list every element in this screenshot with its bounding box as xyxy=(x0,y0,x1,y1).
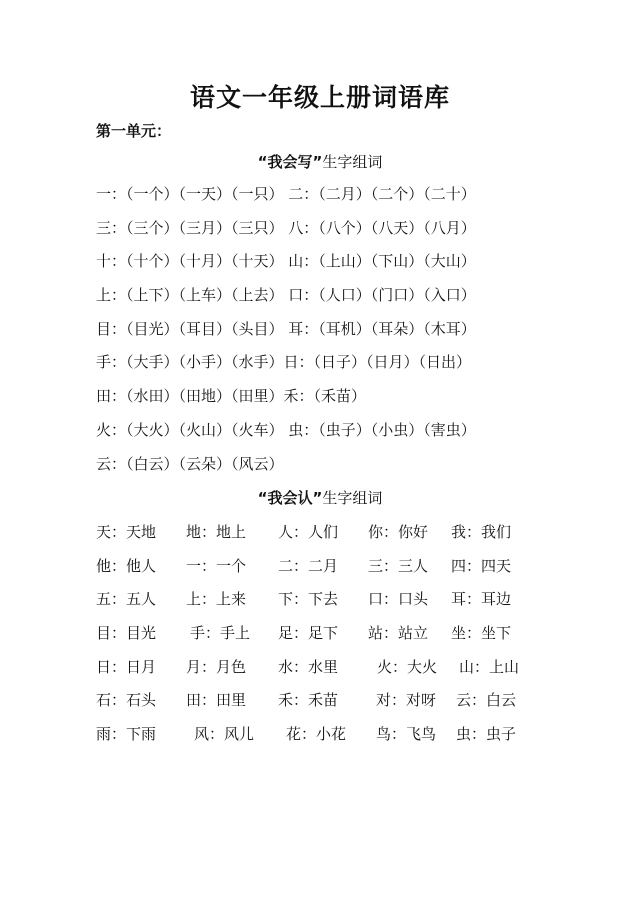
read-row xyxy=(96,554,556,588)
read-cell: 坐：坐下 xyxy=(451,624,512,643)
read-row xyxy=(96,621,556,655)
write-line: 一：（一个）（一天）（一只） 二：（二月）（二个）（二十） xyxy=(96,185,476,203)
read-cell: 月：月色 xyxy=(186,657,247,676)
read-row xyxy=(96,688,556,722)
read-cell: 石：石头 xyxy=(96,691,157,710)
read-row xyxy=(96,722,556,756)
read-cell: 人：人们 xyxy=(278,523,339,541)
read-cell: 口：口头 xyxy=(368,590,429,609)
read-cell: 目：目光 xyxy=(96,624,157,643)
unit-label: 第一单元： xyxy=(96,122,172,140)
write-line: 云：（白云）（云朵）（风云） xyxy=(96,454,284,473)
write-section-heading xyxy=(0,151,640,172)
write-line: 田：（水田）（田地）（田里）禾：（禾苗） xyxy=(96,387,367,406)
read-cell: 下：下去 xyxy=(278,590,339,609)
read-row xyxy=(96,587,556,621)
read-cell: 足：足下 xyxy=(278,624,339,643)
read-row xyxy=(96,520,556,554)
write-heading-rest: 生字组词 xyxy=(322,153,383,171)
read-cell: 风：风儿 xyxy=(194,725,255,744)
read-cell: 禾：禾苗 xyxy=(278,691,339,710)
write-line: 火：（大火）（火山）（火车） 虫：（虫子）（小虫）（害虫） xyxy=(96,420,476,439)
read-cell: 鸟：飞鸟 xyxy=(376,725,437,744)
read-cell: 水：水里 xyxy=(278,657,339,676)
read-cell: 二：二月 xyxy=(278,556,339,575)
write-line: 手：（大手）（小手）（水手）日：（日子）（日月）（日出） xyxy=(96,353,472,372)
read-cell: 山：上山 xyxy=(459,657,520,676)
write-word-list xyxy=(96,182,556,485)
read-cell: 天：天地 xyxy=(96,523,157,541)
write-line: 上：（上下）（上车）（上去） 口：（人口）（门口）（入口） xyxy=(96,286,476,305)
read-cell: 五：五人 xyxy=(96,590,157,609)
write-line: 目：（目光）（耳目）（头目） 耳：（耳机）（耳朵）（木耳） xyxy=(96,319,476,338)
read-cell: 田：田里 xyxy=(186,691,247,710)
read-section-heading xyxy=(0,487,640,508)
read-cell: 上：上来 xyxy=(186,590,247,609)
read-heading-bold: “我会认” xyxy=(257,489,323,507)
read-cell: 我：我们 xyxy=(451,523,512,541)
read-cell: 雨：下雨 xyxy=(96,725,157,744)
read-cell: 手：手上 xyxy=(190,624,251,643)
read-cell: 地：地上 xyxy=(186,523,247,541)
read-word-grid xyxy=(96,520,556,756)
read-cell: 虫：虫子 xyxy=(456,725,517,744)
write-line: 三：（三个）（三月）（三只） 八：（八个）（八天）（八月） xyxy=(96,218,476,237)
read-cell: 三：三人 xyxy=(368,556,429,575)
read-cell: 耳：耳边 xyxy=(451,590,512,609)
read-cell: 他：他人 xyxy=(96,556,157,575)
page-title: 语文一年级上册词语库 xyxy=(189,83,450,112)
write-heading-bold: “我会写” xyxy=(257,153,323,171)
read-heading-rest: 生字组词 xyxy=(322,489,383,507)
read-cell: 四：四天 xyxy=(451,556,512,575)
read-cell: 站：站立 xyxy=(368,624,429,643)
read-cell: 日：日月 xyxy=(96,657,157,676)
read-cell: 花：小花 xyxy=(286,725,347,744)
write-line: 十：（十个）（十月）（十天） 山：（上山）（下山）（大山） xyxy=(96,252,476,271)
read-cell: 一：一个 xyxy=(186,556,247,575)
read-row xyxy=(96,655,556,689)
read-cell: 火：大火 xyxy=(377,657,438,676)
read-cell: 对：对呀 xyxy=(376,691,437,710)
read-cell: 你：你好 xyxy=(368,523,429,541)
read-cell: 云：白云 xyxy=(456,691,517,710)
